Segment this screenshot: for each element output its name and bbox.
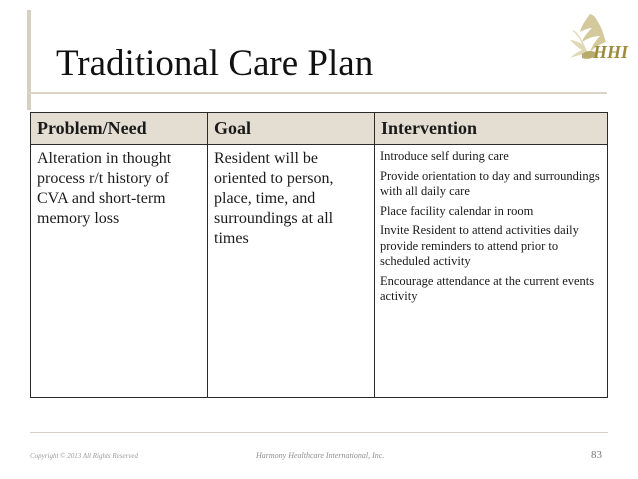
intervention-item: Invite Resident to attend activities daily provide reminders to attend prior to scheduled activity [380, 223, 579, 268]
header-goal: Goal [208, 113, 375, 145]
title-underline [27, 92, 607, 94]
left-accent-rule [27, 10, 31, 110]
copyright-text: Copyright © 2013 All Rights Reserved [30, 452, 139, 460]
table-header-row [31, 113, 608, 145]
care-plan-table [30, 112, 608, 398]
intervention-item: Provide orientation to day and surroundings with all daily care [380, 168, 600, 198]
intervention-item: Place facility calendar in room [380, 203, 534, 218]
logo-text: HHI [593, 42, 629, 62]
intervention-item: Introduce self during care [380, 149, 509, 163]
intervention-cell [375, 145, 608, 398]
slide-title: Traditional Care Plan [56, 43, 374, 84]
problem-cell: Alteration in thought process r/t history of CVA and short-term memory loss [31, 145, 208, 398]
footer-divider [30, 432, 608, 433]
goal-cell: Resident will be oriented to person, place, time, and surroundings at all times [208, 145, 375, 398]
intervention-item: Encourage attendance at the current events activity [380, 273, 595, 303]
header-problem-need: Problem/Need [31, 113, 208, 145]
header-intervention: Intervention [375, 113, 608, 145]
page-number: 83 [591, 449, 602, 461]
table-row [31, 145, 608, 398]
company-name: Harmony Healthcare International, Inc. [256, 451, 385, 460]
